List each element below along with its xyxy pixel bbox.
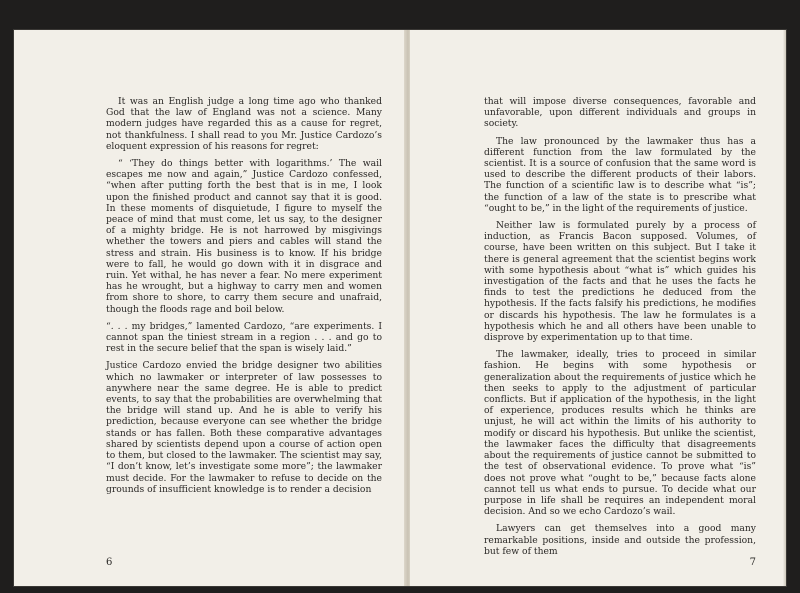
paragraph: The lawmaker, ideally, tries to proceed in similar fashion. He begins with some hypothesis or generalization about the requirements of justice which he then seeks to apply to the adjustment of particular conflicts. But if application of the hypothesis, in the light of experience, produces results which he thinks are unjust, he will act within the limits of his authority to modify or discard his hypothesis. But unlike the scientist, the lawmaker faces the difficulty that disagreements about the requirements of justice cannot be submitted to the test of observational evidence. To prove what “is” does not prove what “ought to be,” because facts alone cannot tell us what ends to pursue. To decide what our purpose in life shall be requires an independent moral decision. And so we echo Cardozo’s wail. bbox=[484, 349, 756, 518]
right-page bbox=[410, 30, 786, 586]
block-quote: “. . . my bridges,” lamented Cardozo, “are experiments. I cannot span the tiniest stream in a region . . . and go to rest in the secure belief that the span is wisely laid.” bbox=[106, 320, 382, 355]
paragraph: It was an English judge a long time ago who thanked God that the law of England was not a science. Many modern judges have regarded this as a cause for regret, not thankfulness. I shall read to you Mr. Justice Cardozo’s eloquent expression of his reasons for regret: bbox=[106, 96, 382, 152]
book-spread bbox=[14, 30, 786, 586]
page-number: 7 bbox=[749, 557, 756, 568]
left-page-body bbox=[106, 96, 382, 501]
page-right-edge bbox=[783, 30, 786, 586]
left-page bbox=[14, 30, 407, 586]
block-quote: “ ‘They do things better with logarithms.’ The wail escapes me now and again,” Justice Cardozo confessed, “when after putting forth the best that is in me, I look upon the finished product and cannot say that it is good. In these moments of disquietude, I figure to myself the peace of mind that must come, let us say, to the designer of a mighty bridge. He is not harrowed by misgivings whether the towers and piers and cables will stand the stress and strain. His business is to know. If his bridge were to fall, he would go down with it in disgrace and ruin. Yet withal, he has never a fear. No mere experiment has he wrought, but a highway to carry men and women from shore to shore, to carry them secure and unafraid, though the floods rage and boil below. bbox=[106, 158, 382, 315]
paragraph: Justice Cardozo envied the bridge designer two abilities which no lawmaker or interpreter of law possesses to anywhere near the same degree. He is able to predict events, to say that the probabilities are overwhelming that the bridge will stand up. And he is able to verify his prediction, because everyone can see whether the bridge stands or has fallen. Both these comparative advantages shared by scientists depend upon a course of action open to them, but closed to the lawmaker. The scientist may say, “I don’t know, let’s investigate some more”; the lawmaker must decide. For the lawmaker to refuse to decide on the grounds of insufficient knowledge is to render a decision bbox=[106, 360, 382, 495]
paragraph: The law pronounced by the lawmaker thus has a different function from the law formulated by the scientist. It is a source of confusion that the same word is used to describe the different products of their labors. The function of a scientific law is to describe what “is”; the function of a law of the state is to prescribe what “ought to be,” in the light of the requirements of justice. bbox=[484, 135, 756, 214]
paragraph: that will impose diverse consequences, favorable and unfavorable, upon different individuals and groups in society. bbox=[484, 96, 756, 130]
right-page-body bbox=[484, 96, 756, 563]
paragraph: Neither law is formulated purely by a process of induction, as Francis Bacon supposed. Volumes, of course, have been written on this subject. But I take it there is general agreement that the scientist begins work with some hypothesis about “what is” which guides his investigation of the facts and that he uses the facts he finds to test the predictions he deduced from the hypothesis. If the facts falsify his predictions, he modifies or discards his hypothesis. The law he formulates is a hypothesis which he and all others have been unable to disprove by experimentation up to that time. bbox=[484, 220, 756, 344]
paragraph: Lawyers can get themselves into a good many remarkable positions, inside and outside the profession, but few of them bbox=[484, 523, 756, 557]
page-number: 6 bbox=[106, 557, 113, 568]
